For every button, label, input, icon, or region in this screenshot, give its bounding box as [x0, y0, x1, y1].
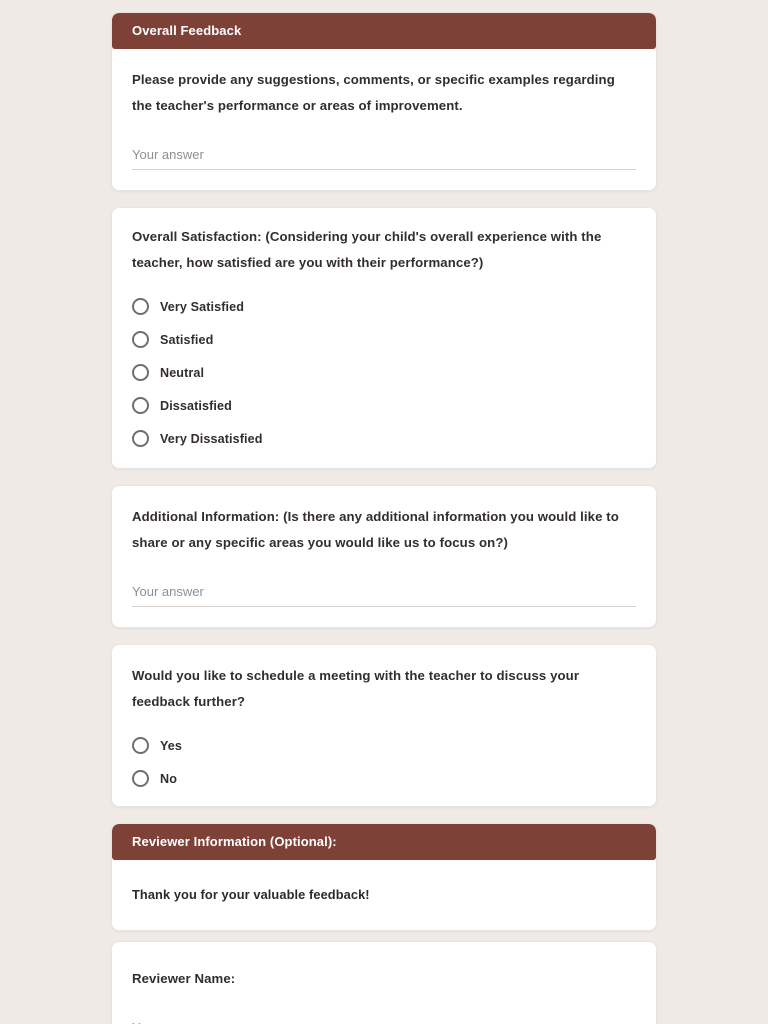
section-header-overall-feedback: Overall Feedback: [112, 13, 656, 49]
question-overall-feedback: Please provide any suggestions, comments, or specific examples regarding the teacher's performance or areas of improvement.: [132, 72, 615, 113]
thank-you-text: Thank you for your valuable feedback!: [132, 887, 370, 902]
option-yes[interactable]: [132, 737, 636, 754]
option-no[interactable]: [132, 770, 636, 787]
option-label: No: [160, 771, 177, 786]
card-body: [112, 49, 656, 190]
reviewer-name-input[interactable]: [132, 1016, 392, 1024]
card-additional-info: [111, 485, 657, 628]
option-label: Dissatisfied: [160, 398, 232, 413]
meeting-options: [132, 737, 636, 787]
card-overall-feedback: [111, 12, 657, 191]
option-label: Satisfied: [160, 332, 214, 347]
radio-icon[interactable]: [132, 737, 149, 754]
card-meeting: [111, 644, 657, 807]
radio-icon[interactable]: [132, 430, 149, 447]
radio-icon[interactable]: [132, 364, 149, 381]
option-very-satisfied[interactable]: [132, 298, 636, 315]
card-body: [112, 208, 656, 468]
card-reviewer-name: [111, 941, 657, 1024]
card-body: [112, 486, 656, 627]
card-body: [112, 645, 656, 806]
option-very-dissatisfied[interactable]: [132, 430, 636, 447]
question-satisfaction: Overall Satisfaction: (Considering your child's overall experience with the teacher, how satisfied are you with their performance?): [132, 229, 602, 270]
card-body: [112, 942, 656, 1024]
option-label: Very Satisfied: [160, 299, 245, 314]
question-additional-info: Additional Information: (Is there any additional information you would like to share or any specific areas you would like us to focus on?): [132, 509, 619, 550]
option-label: Very Dissatisfied: [160, 431, 263, 446]
question-reviewer-name: Reviewer Name:: [132, 971, 236, 986]
question-meeting: Would you like to schedule a meeting with the teacher to discuss your feedback further?: [132, 668, 580, 709]
card-body: [112, 860, 656, 930]
satisfaction-options: [132, 298, 636, 447]
form-column: [111, 12, 657, 1024]
option-dissatisfied[interactable]: [132, 397, 636, 414]
card-reviewer-info: [111, 823, 657, 931]
option-label: Neutral: [160, 365, 205, 380]
card-satisfaction: [111, 207, 657, 469]
overall-feedback-input[interactable]: [132, 143, 636, 170]
additional-info-input[interactable]: [132, 580, 636, 607]
radio-icon[interactable]: [132, 397, 149, 414]
option-satisfied[interactable]: [132, 331, 636, 348]
option-label: Yes: [160, 738, 183, 753]
radio-icon[interactable]: [132, 331, 149, 348]
radio-icon[interactable]: [132, 298, 149, 315]
section-header-reviewer-info: Reviewer Information (Optional):: [112, 824, 656, 860]
radio-icon[interactable]: [132, 770, 149, 787]
option-neutral[interactable]: [132, 364, 636, 381]
